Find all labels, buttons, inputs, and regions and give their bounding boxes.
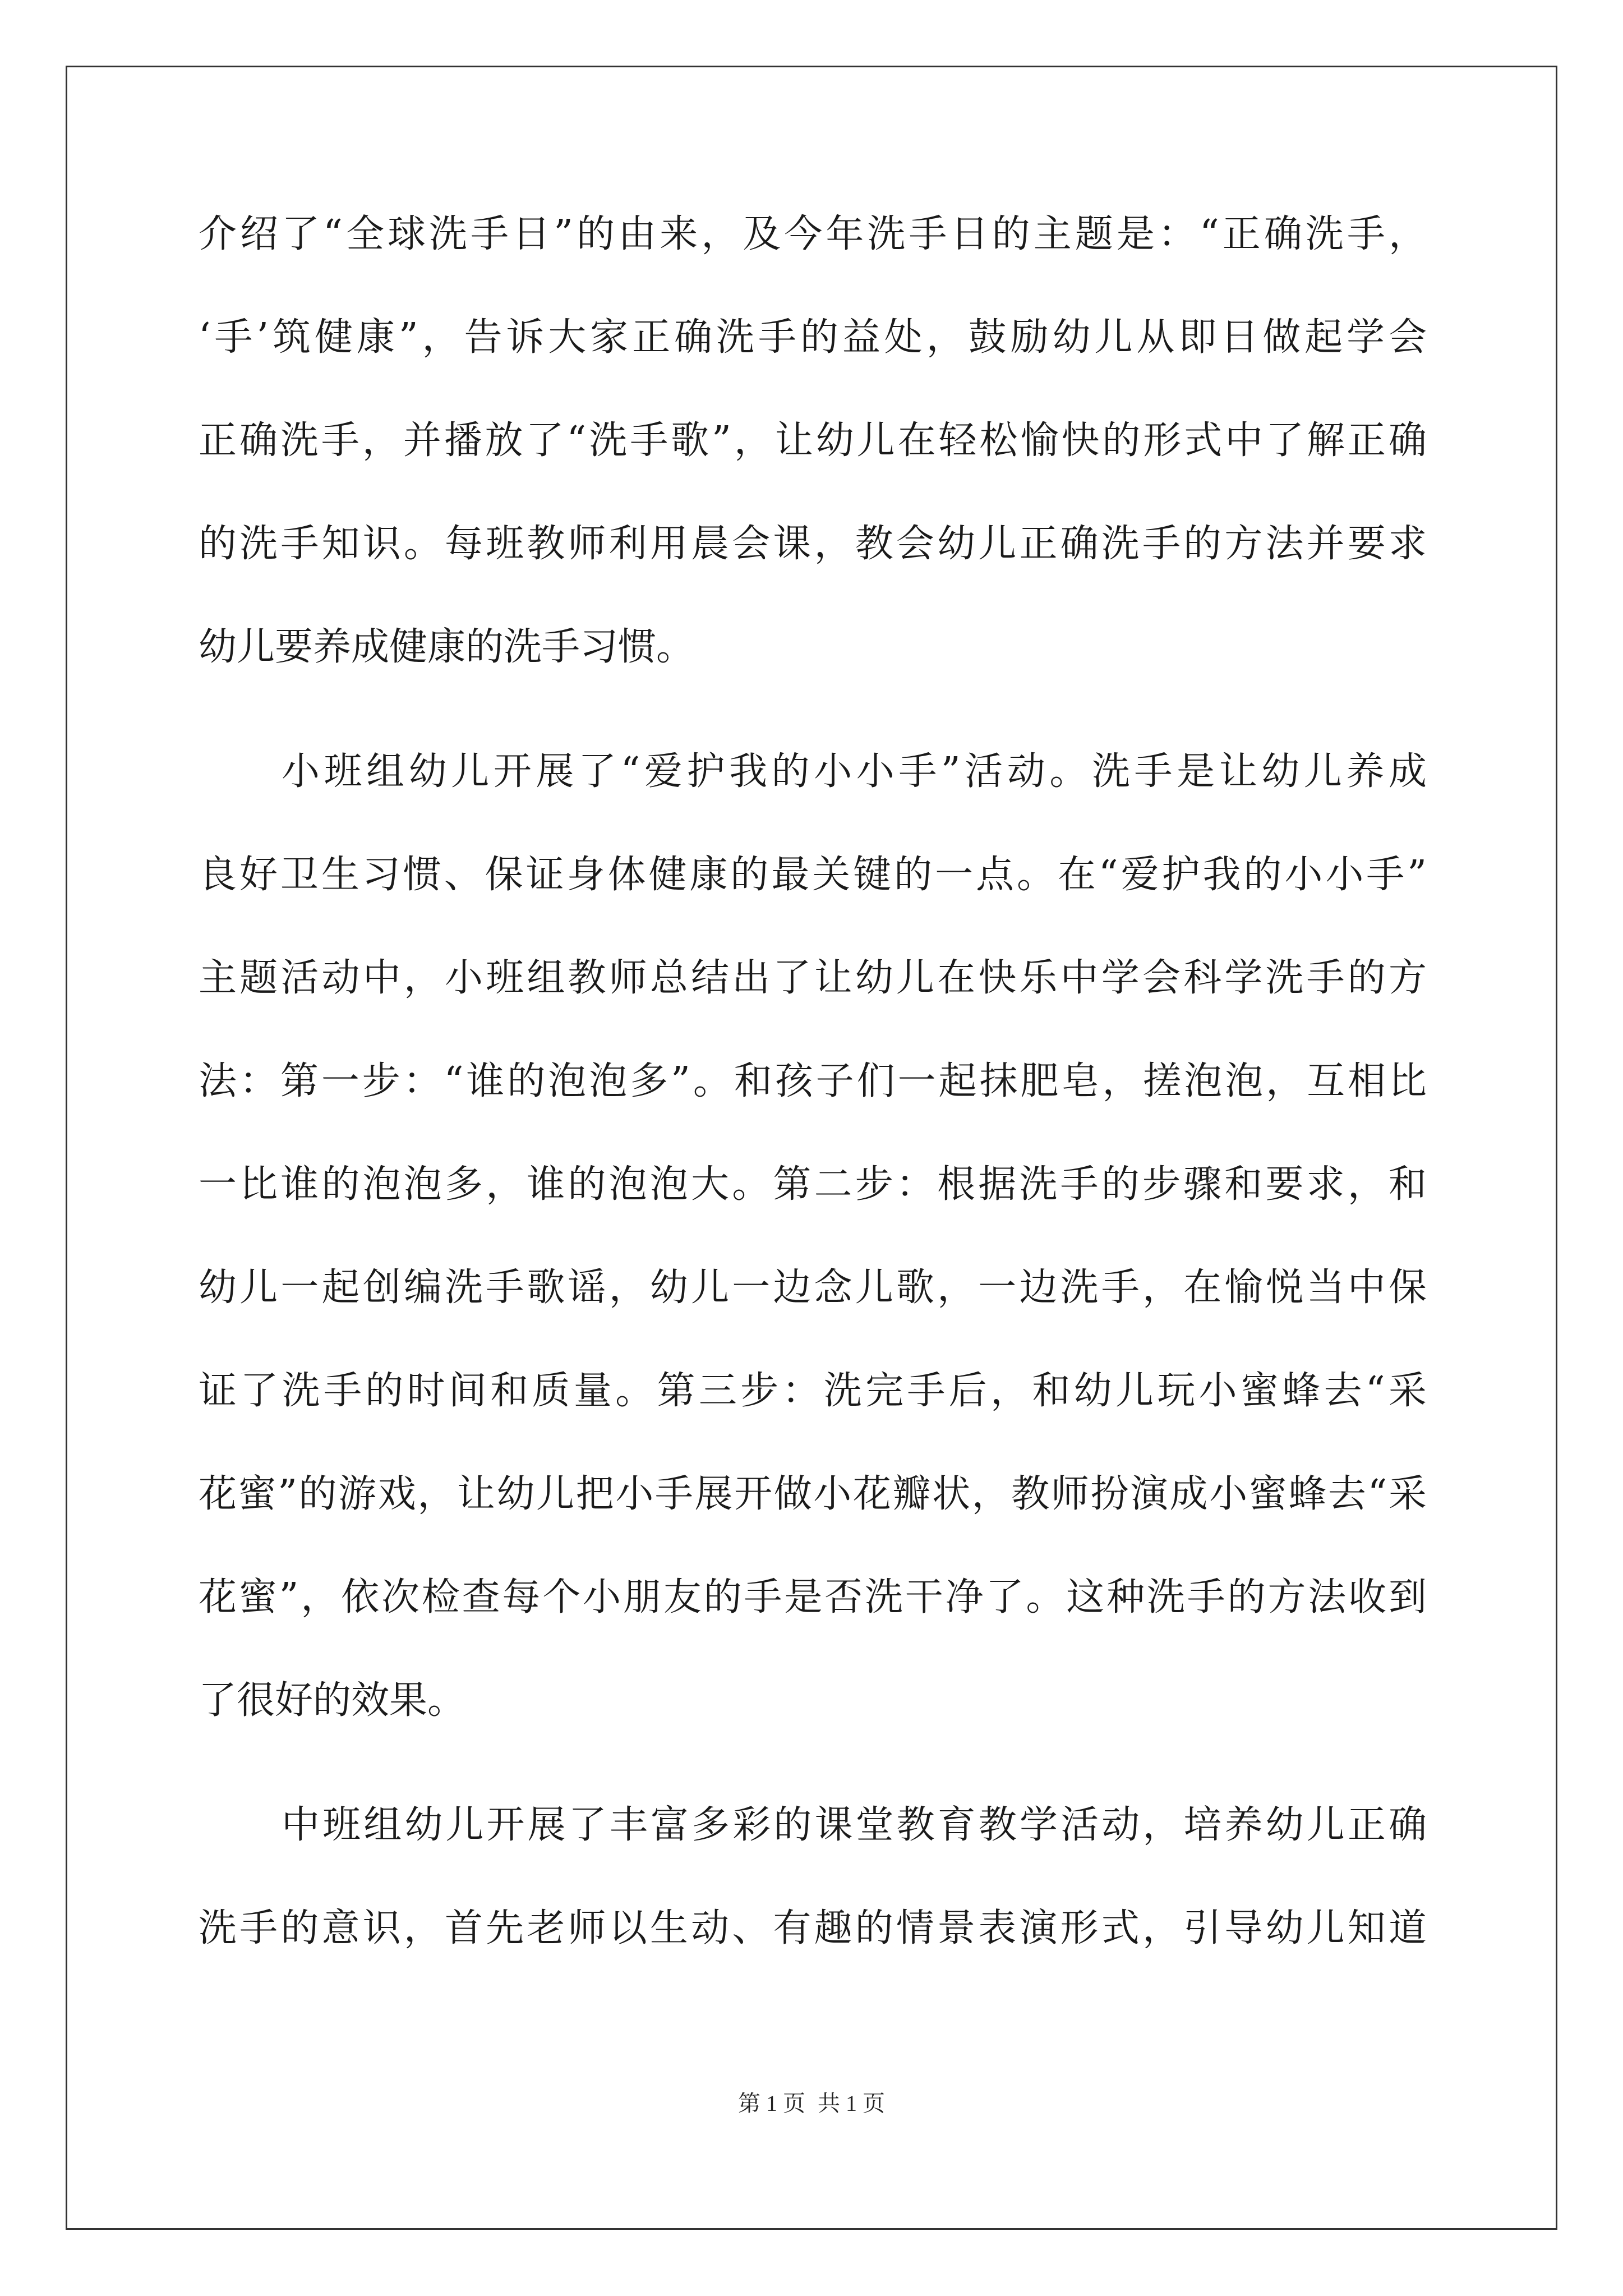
text-line: 幼儿要养成健康的洗手习惯。	[199, 625, 695, 669]
page-footer	[0, 2087, 1623, 2120]
text-line: 良好卫生习惯、保证身体健康的最关键的一点。在“爱护我的小小手”	[199, 853, 1427, 897]
page-total: 共 1 页	[818, 2091, 885, 2116]
text-line: ‘手’筑健康”，告诉大家正确洗手的益处，鼓励幼儿从即日做起学会	[199, 315, 1427, 360]
text-line: 幼儿一起创编洗手歌谣，幼儿一边念儿歌，一边洗手，在愉悦当中保	[199, 1266, 1427, 1310]
page-number: 第 1 页	[738, 2091, 805, 2116]
text-line: 的洗手知识。每班教师利用晨会课，教会幼儿正确洗手的方法并要求	[199, 522, 1427, 566]
text-line: 花蜜”的游戏，让幼儿把小手展开做小花瓣状，教师扮演成小蜜蜂去“采	[199, 1472, 1427, 1516]
text-line: 花蜜”，依次检查每个小朋友的手是否洗干净了。这种洗手的方法收到	[199, 1575, 1427, 1619]
text-line: 中班组幼儿开展了丰富多彩的课堂教育教学活动，培养幼儿正确	[282, 1803, 1427, 1847]
text-line: 了很好的效果。	[199, 1678, 466, 1723]
text-line: 证了洗手的时间和质量。第三步：洗完手后，和幼儿玩小蜜蜂去“采	[199, 1369, 1427, 1413]
text-line: 洗手的意识，首先老师以生动、有趣的情景表演形式，引导幼儿知道	[199, 1906, 1427, 1950]
text-line: 法：第一步：“谁的泡泡多”。和孩子们一起抹肥皂，搓泡泡，互相比	[199, 1059, 1427, 1103]
text-line: 介绍了“全球洗手日”的由来，及今年洗手日的主题是：“正确洗手，	[199, 212, 1427, 256]
text-line: 一比谁的泡泡多，谁的泡泡大。第二步：根据洗手的步骤和要求，和	[199, 1162, 1427, 1207]
text-line: 小班组幼儿开展了“爱护我的小小手”活动。洗手是让幼儿养成	[282, 749, 1427, 794]
text-line: 正确洗手，并播放了“洗手歌”，让幼儿在轻松愉快的形式中了解正确	[199, 418, 1427, 463]
text-line: 主题活动中，小班组教师总结出了让幼儿在快乐中学会科学洗手的方	[199, 956, 1427, 1000]
